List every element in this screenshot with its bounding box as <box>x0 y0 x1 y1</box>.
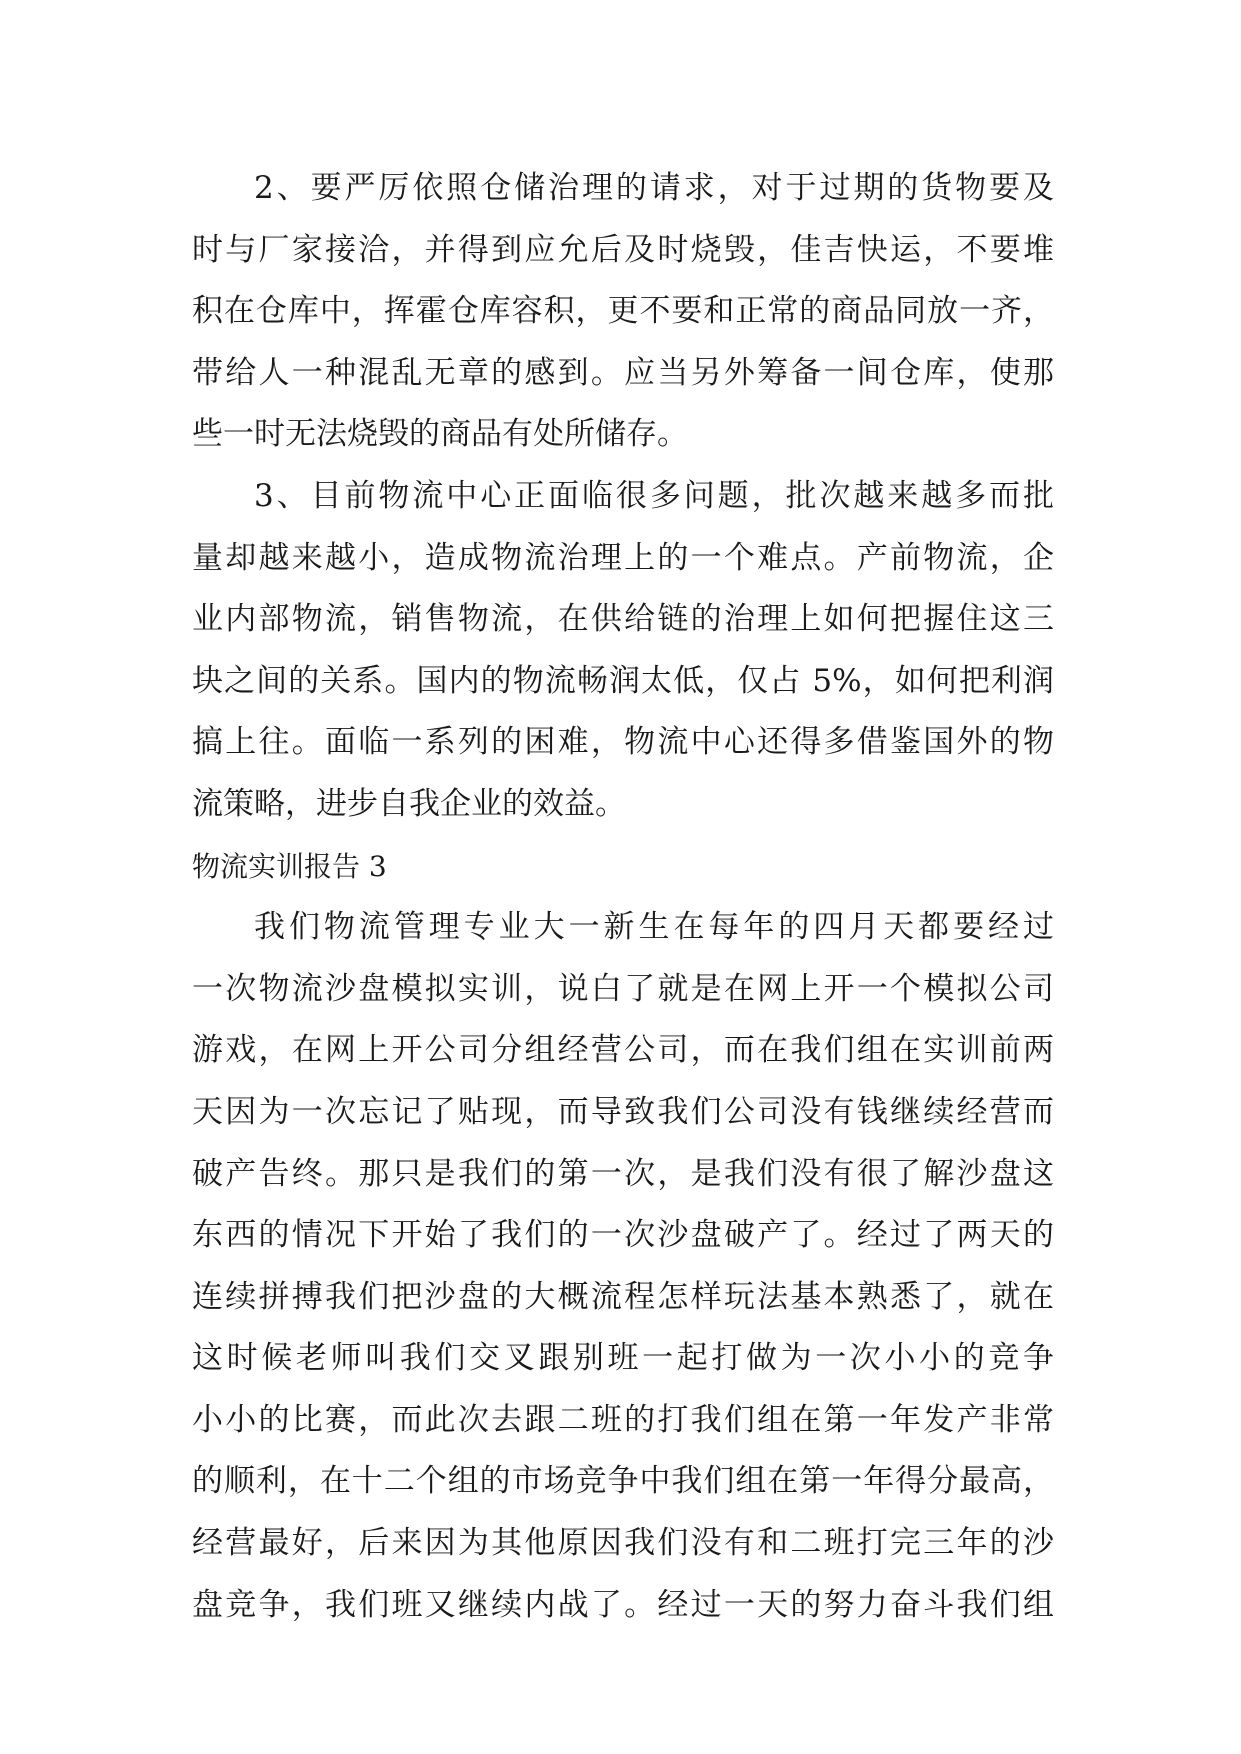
text-line: 2、要严厉依照仓储治理的请求，对于过期的货物要及 <box>254 170 1054 206</box>
text-line: 连续拼搏我们把沙盘的大概流程怎样玩法基本熟悉了，就在 <box>192 1278 1054 1315</box>
text-line: 带给人一种混乱无章的感到。应当另外筹备一间仓库，使那 <box>192 354 1054 391</box>
text-line: 这时候老师叫我们交叉跟别班一起打做为一次小小的竞争 <box>192 1340 1054 1377</box>
text-line: 积在仓库中，挥霍仓库容积，更不要和正常的商品同放一齐， <box>192 293 1054 330</box>
text-line: 量却越来越小，造成物流治理上的一个难点。产前物流，企 <box>192 539 1054 576</box>
text-line: 一次物流沙盘模拟实训，说白了就是在网上开一个模拟公司 <box>192 970 1054 1007</box>
section-heading: 物流实训报告 3 <box>192 849 387 883</box>
text-line: 我们物流管理专业大一新生在每年的四月天都要经过 <box>254 909 1054 946</box>
document-body <box>192 158 1054 1636</box>
text-line: 的顺利，在十二个组的市场竞争中我们组在第一年得分最高， <box>192 1463 1054 1500</box>
report-paragraph <box>192 897 1054 1636</box>
text-line: 时与厂家接洽，并得到应允后及时烧毁，佳吉快运，不要堆 <box>192 231 1054 268</box>
text-line: 盘竞争，我们班又继续内战了。经过一天的努力奋斗我们组 <box>192 1586 1054 1623</box>
text-line: 些一时无法烧毁的商品有处所储存。 <box>192 416 688 453</box>
text-line: 小小的比赛，而此次去跟二班的打我们组在第一年发产非常 <box>192 1401 1054 1438</box>
text-line: 业内部物流，销售物流，在供给链的治理上如何把握住这三 <box>192 601 1054 638</box>
text-line: 3、目前物流中心正面临很多问题，批次越来越多而批 <box>254 477 1054 514</box>
text-line: 东西的情况下开始了我们的一次沙盘破产了。经过了两天的 <box>192 1217 1054 1254</box>
text-line: 经营最好，后来因为其他原因我们没有和二班打完三年的沙 <box>192 1525 1054 1562</box>
text-line: 流策略，进步自我企业的效益。 <box>192 785 626 822</box>
text-line: 搞上往。面临一系列的困难，物流中心还得多借鉴国外的物 <box>192 724 1054 761</box>
paragraph-item-3 <box>192 466 1054 836</box>
text-line: 破产告终。那只是我们的第一次，是我们没有很了解沙盘这 <box>192 1155 1054 1192</box>
text-line: 块之间的关系。国内的物流畅润太低，仅占 5%，如何把利润 <box>192 662 1054 699</box>
paragraph-item-2 <box>192 158 1054 466</box>
text-line: 天因为一次忘记了贴现，而导致我们公司没有钱继续经营而 <box>192 1093 1054 1130</box>
text-line: 游戏，在网上开公司分组经营公司，而在我们组在实训前两 <box>192 1032 1054 1069</box>
